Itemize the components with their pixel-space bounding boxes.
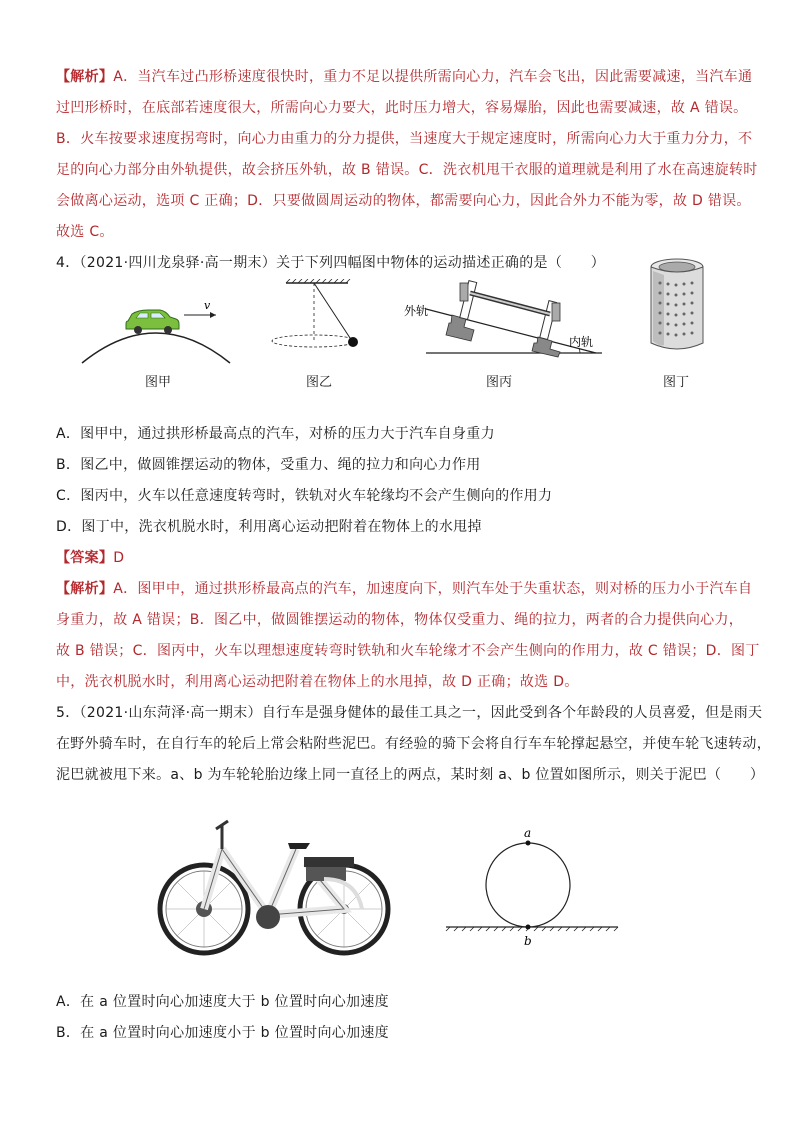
explanation-tag: 【解析】	[56, 581, 114, 597]
option-c: C．图丙中，火车以任意速度转弯时，铁轨对火车轮缘均不会产生侧向的作用力	[56, 488, 553, 504]
option-a: A．图甲中，通过拱形桥最高点的汽车，对桥的压力大于汽车自身重力	[56, 426, 495, 442]
explanation-line: 会做离心运动，选项 C 正确；D．只要做圆周运动的物体，都需要向心力，因此合外力不能为零，故 D 错误。	[56, 193, 751, 209]
explanation-tag: 【解析】	[56, 69, 114, 85]
q4-figures	[56, 279, 746, 419]
inner-rail-label: 内轨	[569, 335, 594, 349]
caption-bing: 图丙	[485, 375, 512, 390]
caption-yi: 图乙	[305, 375, 332, 390]
caption-jia: 图甲	[144, 375, 171, 390]
wheel-diagram	[442, 827, 642, 967]
point-b-marker	[526, 925, 531, 930]
point-a-label: a	[524, 827, 532, 840]
point-b-label: b	[524, 934, 532, 948]
figure-ding-washer-drum	[642, 257, 712, 357]
option-b: B．图乙中，做圆锥摆运动的物体，受重力、绳的拉力和向心力作用	[56, 457, 481, 473]
figure-bing-banked-track	[404, 271, 604, 363]
explanation-line: 足的向心力部分由外轨提供，故会挤压外轨，故 B 错误。C．洗衣机甩干衣服的道理就是利用了水在高速旋转时	[56, 162, 758, 178]
explanation-line: 故选 C。	[56, 224, 114, 240]
q4-answer	[56, 543, 746, 574]
explanation-line: 过凹形桥时，在底部若速度很大，所需向心力要大，此时压力增大，容易爆胎，因此也需要减速，故 A 错误。	[56, 100, 748, 116]
explanation-line: A．当汽车过凸形桥速度很快时，重力不足以提供所需向心力，汽车会飞出，因此需要减速，当汽车通	[113, 69, 753, 85]
answer-value: D	[113, 550, 125, 566]
explanation-line: 身重力，故 A 错误；B．图乙中，做圆锥摆运动的物体，物体仅受重力、绳的拉力，两者的合力提供向心力，	[56, 612, 744, 628]
point-a-marker	[526, 841, 531, 846]
q5-figures	[56, 791, 746, 987]
explanation-line: 故 B 错误；C．图丙中，火车以理想速度转弯时铁轨和火车轮缘才不会产生侧向的作用力，故 C 错误；D．图丁	[56, 643, 760, 659]
q5-stem	[56, 698, 771, 791]
q5-options	[56, 987, 746, 1049]
explanation-line: A．图甲中，通过拱形桥最高点的汽车，加速度向下，则汽车处于失重状态，则对桥的压力小于汽车自	[113, 581, 753, 597]
q4-explanation	[56, 574, 760, 698]
answer-tag: 【答案】	[56, 550, 114, 566]
q5-option-a: A．在 a 位置时向心加速度大于 b 位置时向心加速度	[56, 994, 389, 1010]
q3-explanation	[56, 62, 758, 248]
page-content	[56, 62, 771, 1049]
velocity-label: v	[204, 299, 211, 312]
q5-option-b: B．在 a 位置时向心加速度小于 b 位置时向心加速度	[56, 1025, 389, 1041]
explanation-line: B．火车按要求速度拐弯时，向心力由重力的分力提供，当速度大于规定速度时，所需向心力大于重力分力，不	[56, 131, 753, 147]
bicycle-image	[156, 809, 392, 959]
q5-stem-line: 在野外骑车时，在自行车的轮后上常会粘附些泥巴。有经验的骑下会将自行车车轮撑起悬空，并使车轮飞速转动，	[56, 736, 771, 752]
figure-yi-conical-pendulum	[264, 279, 374, 359]
explanation-line: 中，洗衣机脱水时，利用离心运动把附着在物体上的水甩掉，故 D 正确；故选 D。	[56, 674, 579, 690]
q5-stem-line: 泥巴就被甩下来。a、b 为车轮轮胎边缘上同一直径上的两点，某时刻 a、b 位置如图所示，则关于泥巴（ ）	[56, 767, 765, 783]
car-icon	[126, 310, 179, 334]
caption-ding: 图丁	[662, 375, 689, 390]
outer-rail-label: 外轨	[404, 304, 429, 318]
q4-stem: 4．（2021·四川龙泉驿·高一期末）关于下列四幅图中物体的运动描述正确的是（ ）	[56, 255, 606, 271]
q5-stem-line: 5．（2021·山东菏泽·高一期末）自行车是强身健体的最佳工具之一，因此受到各个年龄段的人员喜爱，但是雨天	[56, 705, 763, 721]
q4-options	[56, 419, 746, 543]
option-d: D．图丁中，洗衣机脱水时，利用离心运动把附着在物体上的水甩掉	[56, 519, 482, 535]
figure-jia-arch-bridge	[76, 289, 236, 369]
